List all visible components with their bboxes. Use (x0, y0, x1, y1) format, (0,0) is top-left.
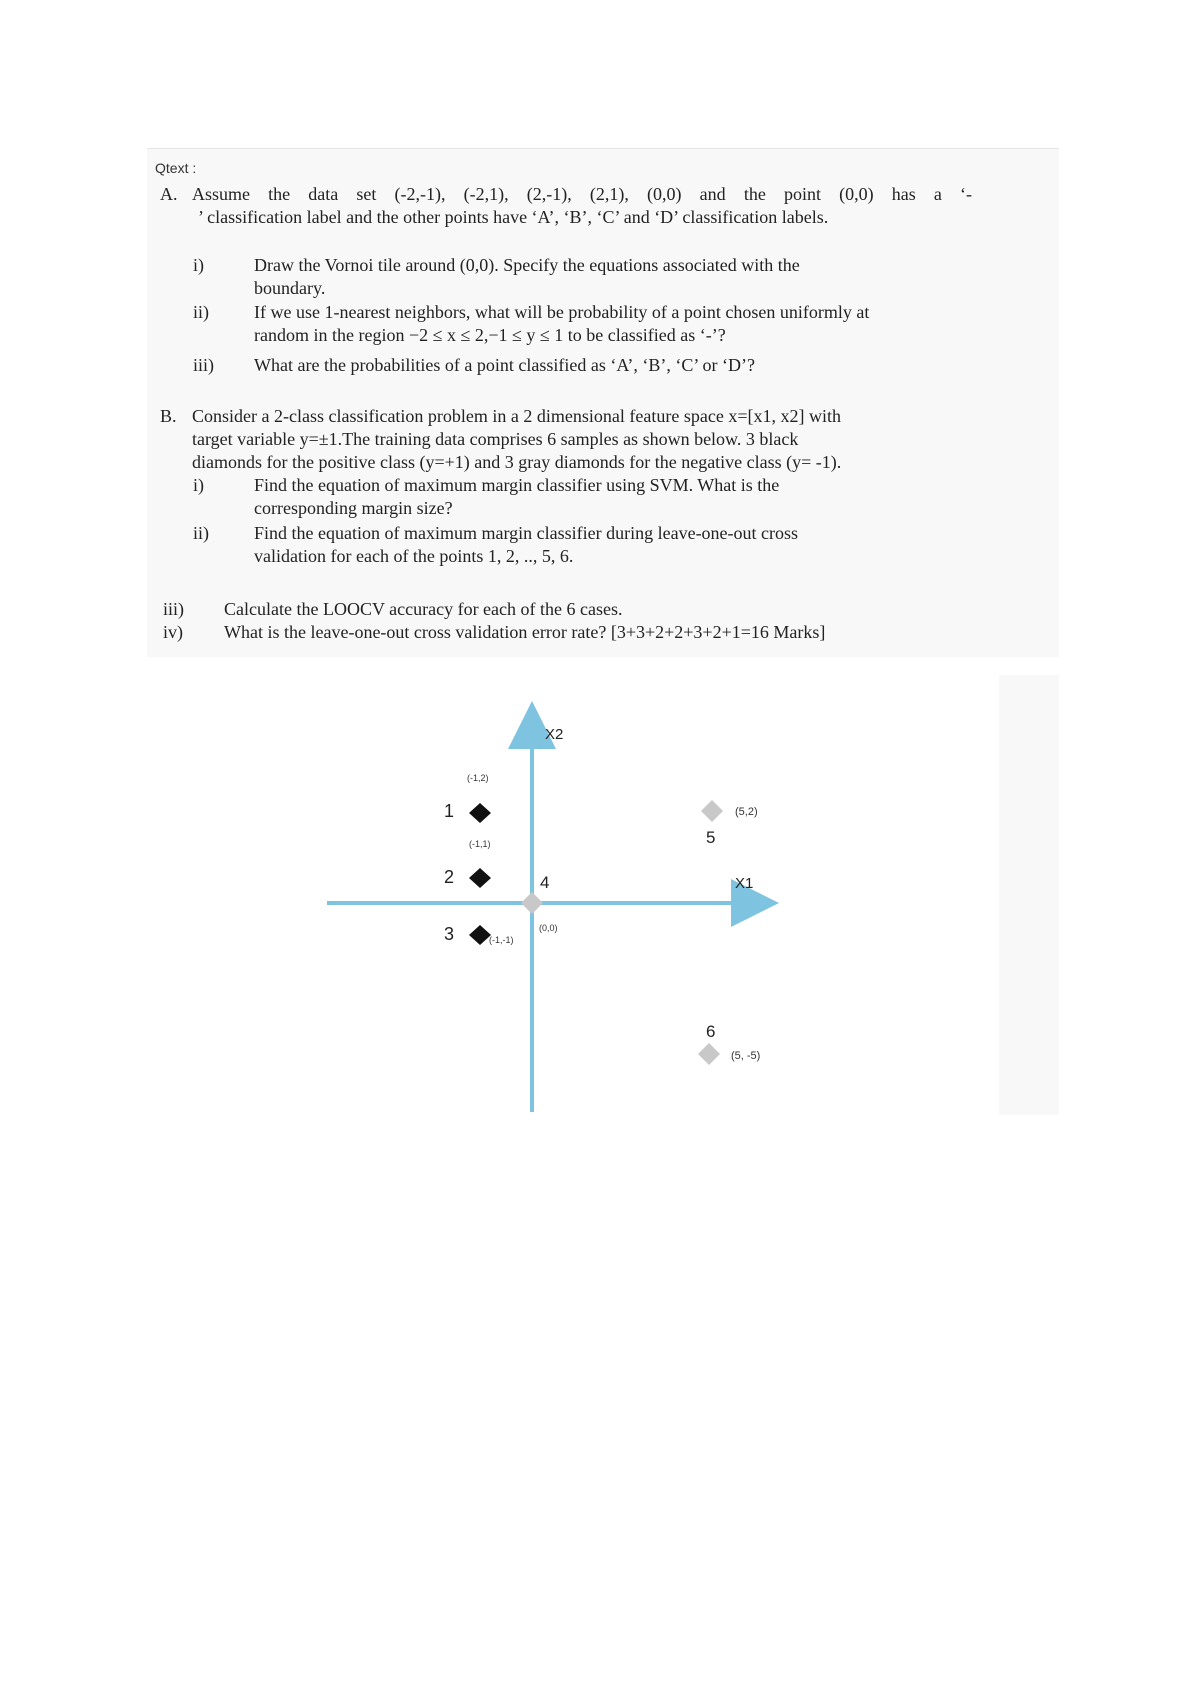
part-a-line-1: Assume the data set (-2,-1), (-2,1), (2,-1), (2,1), (0,0) and the point (0,0) has a ‘- (192, 184, 972, 204)
point-4-marker (521, 892, 543, 914)
point-1-coord: (-1,2) (467, 773, 489, 783)
part-b-item-1-line-1: Find the equation of maximum margin classifier using SVM. What is the (254, 475, 780, 495)
point-1-id: 1 (444, 801, 455, 821)
part-b-line-1: Consider a 2-class classification problem in a 2 dimensional feature space x=[x1, x2] with (192, 406, 841, 426)
part-b-item-2-num: ii) (193, 523, 209, 543)
point-3-coord: (-1,-1) (489, 935, 514, 945)
point-4-id: 4 (540, 873, 550, 892)
part-b-item-1-line-2: corresponding margin size? (254, 498, 453, 518)
part-a-line-2: ’ classification label and the other points have ‘A’, ‘B’, ‘C’ and ‘D’ classification labels. (198, 207, 829, 227)
point-4-coord: (0,0) (539, 923, 558, 933)
part-b-item-4-line-1: What is the leave-one-out cross validation error rate? [3+3+2+2+3+2+1=16 Marks] (224, 622, 826, 642)
point-6-coord: (5, -5) (731, 1050, 761, 1062)
scatter-figure (147, 675, 999, 1115)
part-a-letter: A. (160, 184, 178, 204)
part-a-item-2-line-1: If we use 1-nearest neighbors, what will be probability of a point chosen uniformly at (254, 302, 870, 322)
point-5-id: 5 (706, 828, 716, 847)
part-b-item-2-line-2: validation for each of the points 1, 2, .., 5, 6. (254, 546, 574, 566)
point-6-marker (698, 1043, 720, 1065)
part-b-line-2: target variable y=±1.The training data comprises 6 samples as shown below. 3 black (192, 429, 799, 449)
point-1-marker (469, 803, 491, 823)
part-a-item-2-num: ii) (193, 302, 209, 322)
axis-x2-label: X2 (545, 726, 564, 743)
part-b-item-4-num: iv) (163, 622, 183, 642)
part-b-item-3-line-1: Calculate the LOOCV accuracy for each of the 6 cases. (224, 599, 623, 619)
point-6-id: 6 (706, 1022, 716, 1041)
qtext-label: Qtext : (155, 160, 197, 176)
point-2-id: 2 (444, 867, 455, 887)
part-a-item-1-num: i) (193, 255, 204, 275)
point-3-marker (469, 925, 491, 945)
point-2-marker (469, 868, 491, 888)
part-a-item-1-line-2: boundary. (254, 278, 326, 298)
axis-x1-label: X1 (735, 875, 754, 892)
part-b-line-3: diamonds for the positive class (y=+1) and 3 gray diamonds for the negative class (y= -1). (192, 452, 842, 472)
point-2-coord: (-1,1) (469, 839, 491, 849)
part-a-item-2-line-2: random in the region −2 ≤ x ≤ 2,−1 ≤ y ≤ 1 to be classified as ‘-’? (254, 325, 726, 345)
part-b-item-1-num: i) (193, 475, 204, 495)
point-5-coord: (5,2) (735, 806, 758, 818)
point-5-marker (701, 800, 723, 822)
part-b-item-2-line-1: Find the equation of maximum margin classifier during leave-one-out cross (254, 523, 799, 543)
figure-panel (147, 675, 999, 1115)
part-a-item-3-num: iii) (193, 355, 214, 375)
part-b-item-3-num: iii) (163, 599, 184, 619)
part-a-item-1-line-1: Draw the Vornoi tile around (0,0). Specify the equations associated with the (254, 255, 800, 275)
part-b-letter: B. (160, 406, 177, 426)
point-3-id: 3 (444, 924, 455, 944)
part-a-item-3-line-1: What are the probabilities of a point classified as ‘A’, ‘B’, ‘C’ or ‘D’? (254, 355, 755, 375)
